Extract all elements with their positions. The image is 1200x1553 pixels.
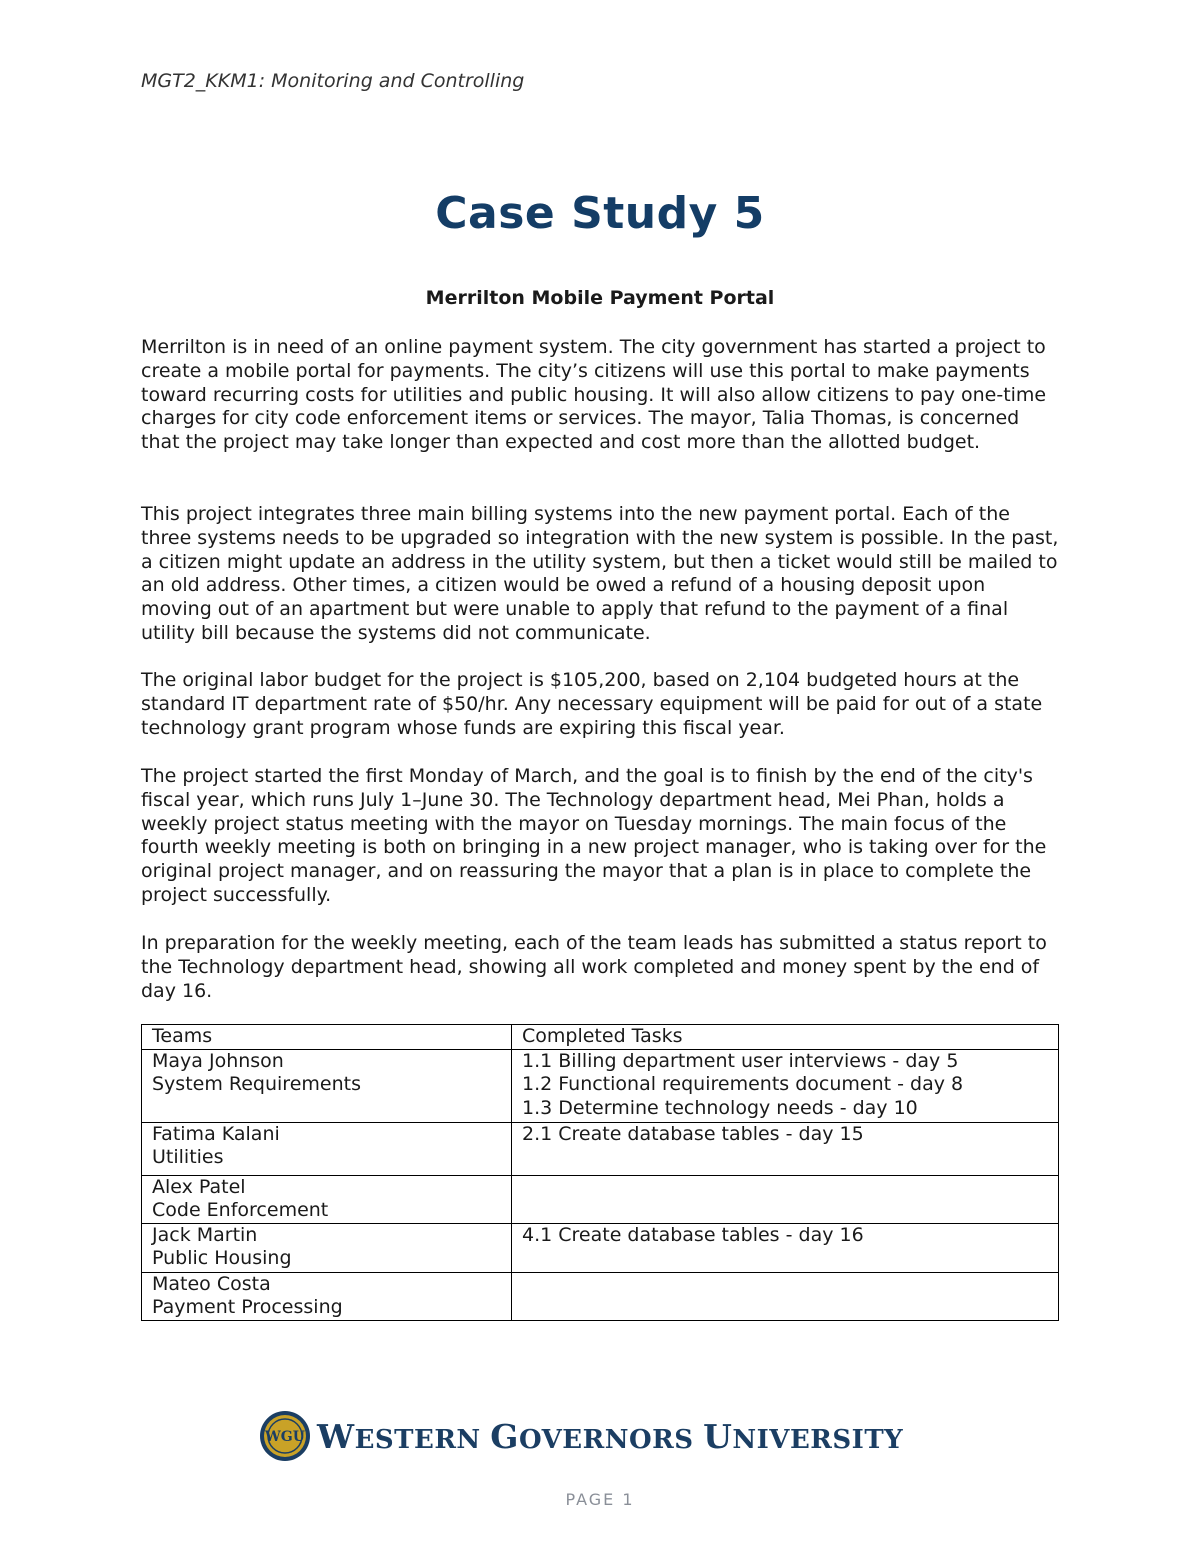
paragraph-preparation: In preparation for the weekly meeting, each of the team leads has submitted a status report to the Technology department head, showing all work completed and money spent by the end of day 16. xyxy=(141,932,1047,1002)
column-header-completed-tasks: Completed Tasks xyxy=(512,1025,1059,1050)
wgu-logo xyxy=(259,1410,903,1462)
paragraph-intro: Merrilton is in need of an online payment system. The city government has started a project to create a mobile portal for payments. The city’s citizens will use this portal to make payments toward recurring costs for utilities and public housing. It will also allow citizens to pay one-time charges for city code enforcement items or services. The mayor, Talia Thomas, is concerned that the project may take longer than expected and cost more than the allotted budget. xyxy=(141,336,1047,454)
task-item: 1.2 Functional requirements document - day 8 xyxy=(522,1073,964,1095)
team-name: Code Enforcement xyxy=(152,1199,329,1221)
seal-lettering: WGU xyxy=(265,1429,305,1445)
page-number: PAGE 1 xyxy=(565,1490,635,1509)
university-seal-icon xyxy=(259,1410,311,1462)
task-item: 1.3 Determine technology needs - day 10 xyxy=(522,1096,918,1119)
paragraph-schedule: The project started the first Monday of March, and the goal is to finish by the end of the city's fiscal year, which runs July 1–June 30. The Technology department head, Mei Phan, holds a weekly project status meeting with the mayor on Tuesday mornings. The main focus of the fourth weekly meeting is both on bringing in a new project manager, who is taking over for the original project manager, and on reassuring the mayor that a plan is in place to complete the project successfully. xyxy=(141,765,1047,906)
team-name: Public Housing xyxy=(152,1247,292,1269)
paragraph-budget: The original labor budget for the project is $105,200, based on 2,104 budgeted hours at the standard IT department rate of $50/hr. Any necessary equipment will be paid for out of a state technology grant program whose funds are expiring this fiscal year. xyxy=(141,669,1043,739)
team-lead: Alex Patel xyxy=(152,1175,246,1198)
paragraph-integration: This project integrates three main billing systems into the new payment portal. Each of the three systems needs to be upgraded so integration with the new system is possible. In the past, a citizen might update an address in the utility system, but then a ticket would still be mailed to an old address. Other times, a citizen would be owed a refund of a housing deposit upon moving out of an apartment but were unable to apply that refund to the payment of a final utility bill because the systems did not communicate. xyxy=(141,503,1059,644)
table-row xyxy=(142,1223,1059,1272)
team-name: System Requirements xyxy=(152,1073,361,1095)
running-header: MGT2_KKM1: Monitoring and Controlling xyxy=(141,70,525,92)
tasks-cell xyxy=(512,1223,1059,1272)
tasks-cell xyxy=(512,1175,1059,1223)
team-cell xyxy=(142,1122,512,1175)
task-item: 2.1 Create database tables - day 15 xyxy=(522,1122,864,1145)
table-header-row xyxy=(142,1025,1059,1050)
tasks-cell xyxy=(512,1272,1059,1320)
team-lead: Jack Martin xyxy=(152,1223,258,1246)
status-table xyxy=(141,1024,1059,1321)
team-cell xyxy=(142,1223,512,1272)
task-item: 1.1 Billing department user interviews - day 5 xyxy=(522,1049,959,1072)
team-lead: Fatima Kalani xyxy=(152,1122,280,1145)
table-row xyxy=(142,1272,1059,1320)
team-cell xyxy=(142,1272,512,1320)
team-lead: Maya Johnson xyxy=(152,1049,284,1072)
table-row xyxy=(142,1122,1059,1175)
table-row xyxy=(142,1175,1059,1223)
team-cell xyxy=(142,1049,512,1122)
task-item: 4.1 Create database tables - day 16 xyxy=(522,1223,864,1246)
team-name: Utilities xyxy=(152,1146,224,1168)
team-cell xyxy=(142,1175,512,1223)
table-row xyxy=(142,1049,1059,1122)
university-name: WESTERN GOVERNORS UNIVERSITY xyxy=(317,1416,904,1456)
team-lead: Mateo Costa xyxy=(152,1272,271,1295)
page-title: Case Study 5 xyxy=(435,188,765,239)
team-name: Payment Processing xyxy=(152,1296,343,1318)
tasks-cell xyxy=(512,1049,1059,1122)
tasks-cell xyxy=(512,1122,1059,1175)
column-header-teams: Teams xyxy=(142,1025,512,1050)
page-subtitle: Merrilton Mobile Payment Portal xyxy=(425,287,775,309)
